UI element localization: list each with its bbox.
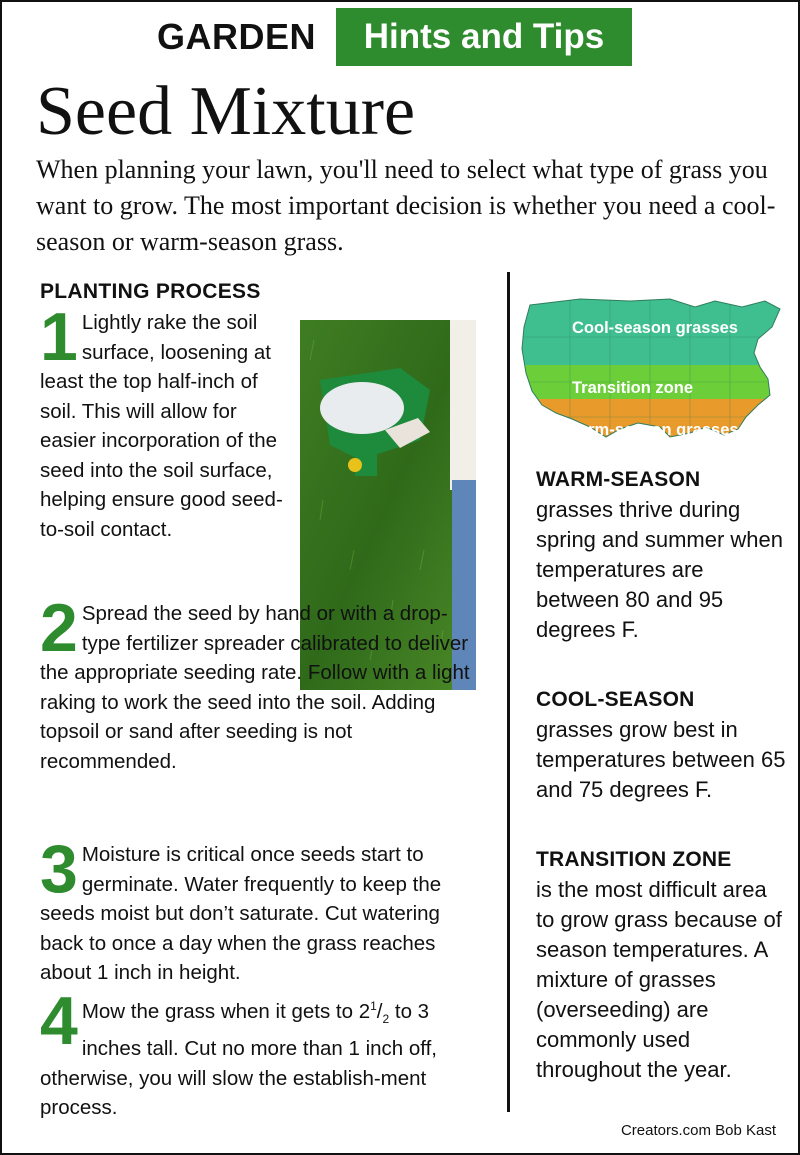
zone-transition [536,845,786,1085]
zone-body: grasses thrive during spring and summer when temperatures are between 80 and 95 degrees F. [536,497,784,642]
header-hints-box: Hints and Tips [336,8,632,66]
step-4 [40,983,485,1123]
map-label-cool: Cool-season grasses [572,319,738,337]
step-3 [40,831,485,988]
step-number: 1 [40,299,78,375]
step-text: Lightly rake the soil surface, loosening at least the top half-inch of soil. This will allow for easier incorporation of the seed into the soil surface, helping ensure good seed-to-soil contact. [40,311,283,541]
intro-text: When planning your lawn, you'll need to select what type of grass you want to grow. The most important decision is whether you need a cool-season or warm-season grass. [36,155,776,256]
zone-heading: WARM-SEASON [536,468,701,491]
map-label-warm: Warm-season grasses [564,421,739,439]
step-number: 2 [40,590,78,666]
intro-paragraph [36,152,776,260]
step-2 [40,590,480,776]
step-number: 4 [40,983,78,1059]
step-text: Moisture is critical once seeds start to germinate. Water frequently to keep the seeds moist but don’t saturate. Cut watering back to once a day when the grass reaches about 1 inch in height. [40,843,442,984]
zone-cool [536,685,786,805]
credit-line: Creators.com Bob Kast [620,1122,776,1139]
step-number: 3 [40,831,78,907]
step-1 [40,299,290,544]
zone-heading: TRANSITION ZONE [536,848,732,871]
fraction-numerator: 1 [370,999,377,1013]
zone-body: is the most difficult area to grow grass because of season temperatures. A mixture of grasses (overseeding) are commonly used throughout the year. [536,877,782,1082]
step-text: Spread the seed by hand or with a drop-type fertilizer spreader calibrated to deliver the appropriate seeding rate. Follow with a light raking to work the seed into the soil. Adding topsoil or sand after seeding is not recommended. [40,602,470,773]
us-grass-zone-map [510,287,790,447]
map-label-transition: Transition zone [572,379,694,397]
step-text-before: Mow the grass when it gets to 2 [81,999,371,1023]
step-text: Mow the grass when it gets to $2^1/_2$ to 3 inches tall. Cut no more than 1 inch off, otherwise, you will slow the establish-ment process. [40,999,437,1120]
zone-body: grasses grow best in temperatures between 65 and 75 degrees F. [536,717,786,802]
zone-warm [536,465,786,645]
header-garden: GARDEN [157,16,317,57]
page-title: Seed Mixture [36,73,416,150]
planting-heading: PLANTING PROCESS [40,280,261,303]
fraction-denominator: 2 [382,1011,390,1026]
zone-heading: COOL-SEASON [536,688,695,711]
step-text-after: to 3 inches tall. Cut no more than 1 inch off, otherwise, you will slow the establish-ment process. [40,999,437,1120]
